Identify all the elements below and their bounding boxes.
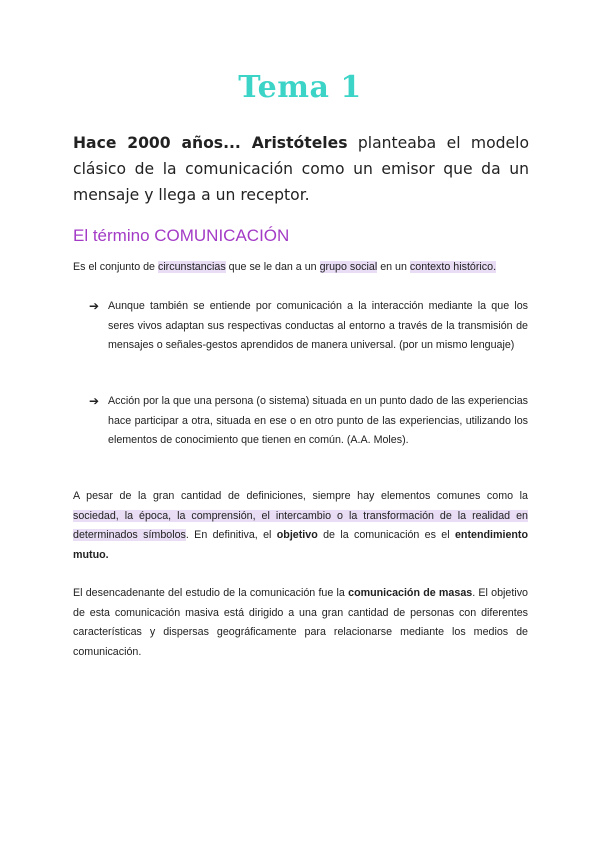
intro-bold: Hace 2000 años... Aristóteles xyxy=(73,134,348,152)
p3-bold: comunicación de masas xyxy=(348,587,473,599)
arrow-bullet-icon: ➔ xyxy=(89,299,100,313)
p2-bold-1: objetivo xyxy=(276,529,318,541)
p1-highlight-2: grupo social xyxy=(319,261,378,273)
p2-highlight: sociedad, la época, la comprensión, el intercambio o la transformación de la realidad en determinados símbolos xyxy=(73,509,528,541)
arrow-bullet-icon: ➔ xyxy=(89,394,100,408)
p2-text-2: . En definitiva, el xyxy=(185,529,277,541)
p2-text-3: de la comunicación es el xyxy=(317,529,455,541)
p2-bold-2: entendimiento mutuo. xyxy=(73,529,529,561)
p1-text-1: Es el conjunto de xyxy=(73,261,158,273)
intro-paragraph xyxy=(73,130,529,208)
common-elements-paragraph xyxy=(73,487,528,565)
bullet-item: Acción por la que una persona (o sistema) situada en un punto dado de las experiencias hace participar a otra, situada en ese o en otro punto de las experiencias, utilizando los elementos de conocimiento que tienen en común. (A.A. Moles). xyxy=(108,395,528,446)
intro-text: planteaba el modelo clásico de la comunicación como un emisor que da un mensaje y llega a un receptor. xyxy=(73,134,529,204)
definition-paragraph xyxy=(73,258,528,278)
p1-highlight-1: circunstancias xyxy=(157,261,226,273)
page-title: Tema 1 xyxy=(238,70,362,105)
mass-communication-paragraph xyxy=(73,584,528,662)
p3-text-1: El desencadenante del estudio de la comunicación fue la xyxy=(73,587,349,599)
p1-text-2: que se le dan a un xyxy=(225,261,320,273)
p3-text-2: . El objetivo de esta comunicación masiva está dirigido a una gran cantidad de personas con diferentes características y dispersas geográficamente para relacionarse mediante los medios de comunicación. xyxy=(73,587,528,658)
p1-text-3: en un xyxy=(377,261,410,273)
section-heading: El término COMUNICACIÓN xyxy=(73,226,290,245)
p2-text-1: A pesar de la gran cantidad de definiciones, siempre hay elementos comunes como la xyxy=(73,490,528,502)
bullet-item: Aunque también se entiende por comunicación a la interacción mediante la que los seres vivos adaptan sus respectivas conductas al entorno a través de la transmisión de mensajes o señales-gestos aprendidos de manera universal. (por un mismo lenguaje) xyxy=(108,300,528,351)
p1-highlight-3: contexto histórico. xyxy=(409,261,497,273)
